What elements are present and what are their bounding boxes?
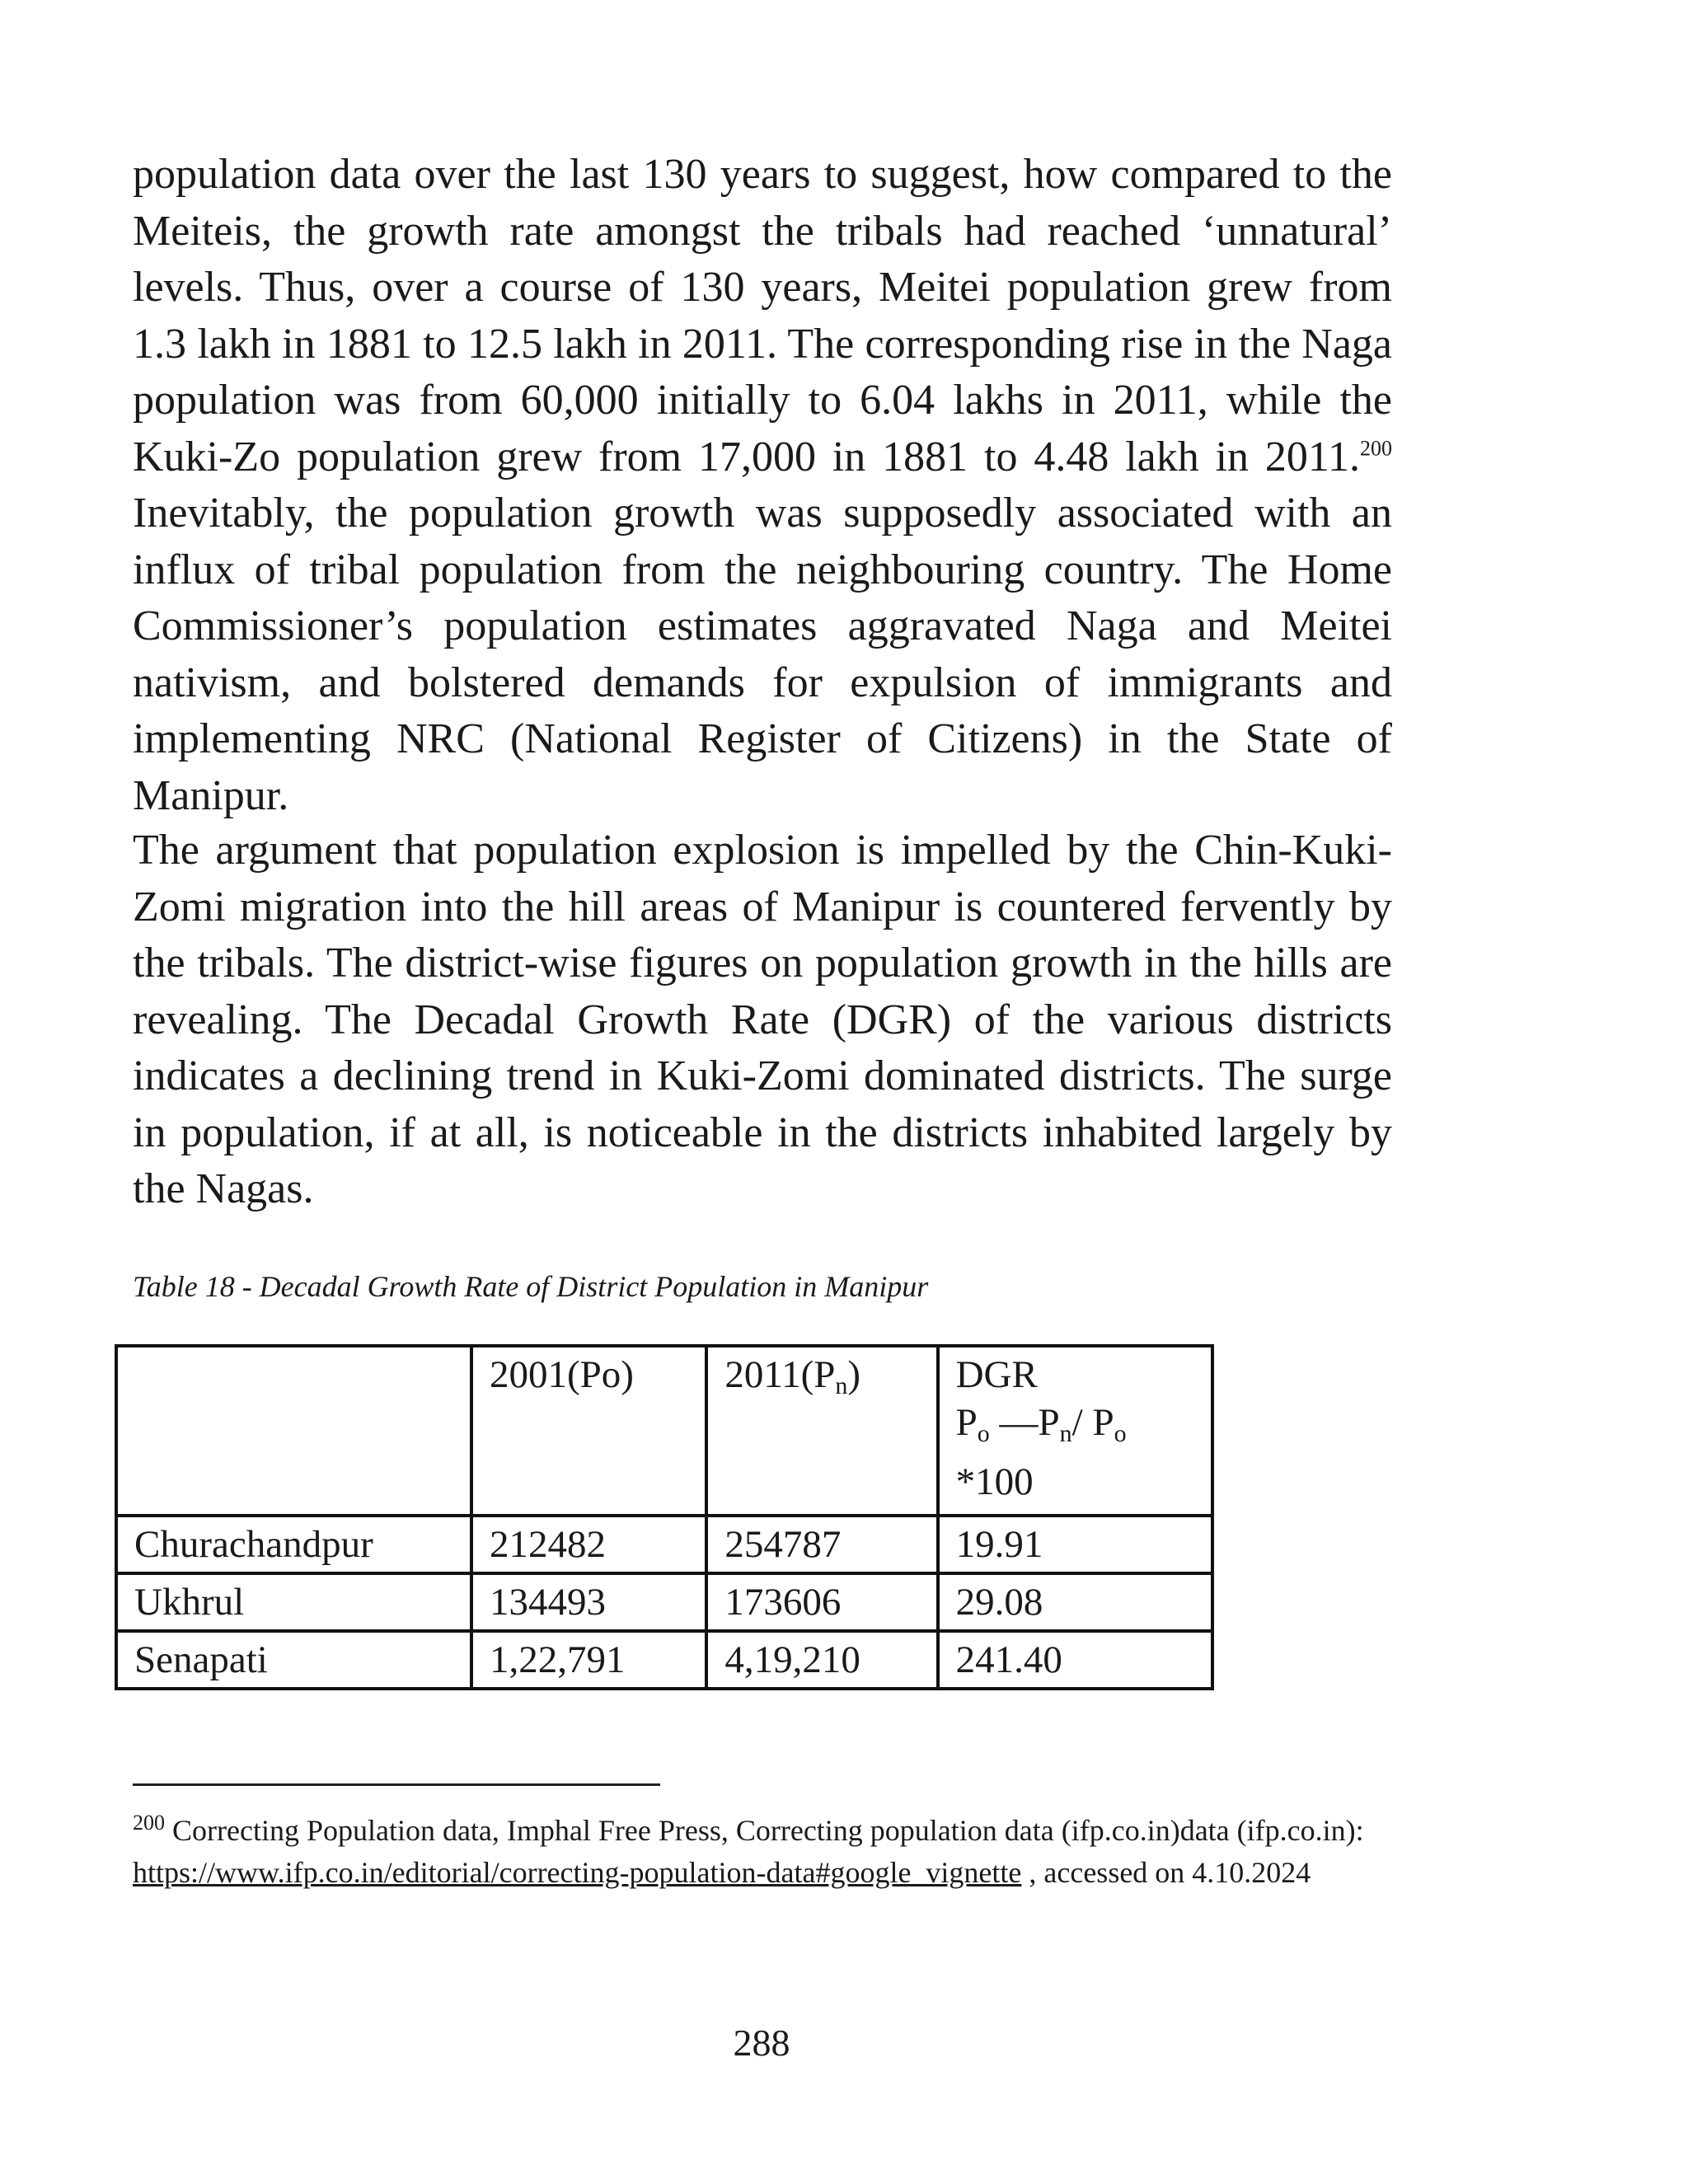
formula-p: P	[955, 1401, 978, 1444]
header-2011-subscript: n	[835, 1372, 848, 1399]
formula-sub-n: n	[1059, 1420, 1072, 1447]
table-header-row	[116, 1346, 1212, 1516]
footnote-number: 200	[133, 1811, 165, 1835]
table-row	[116, 1573, 1212, 1631]
table-caption: Table 18 - Decadal Growth Rate of District Population in Manipur	[133, 1270, 929, 1303]
footnote-link[interactable]: https://www.ifp.co.in/editorial/correcting-population-data#google_vignette	[133, 1856, 1022, 1889]
header-2011-base: 2011(P	[724, 1353, 836, 1396]
paragraph-1-continuation: Inevitably, the population growth was supposedly associated with an influx of tribal population from the neighbouring country. The Home Commissioner’s population estimates aggravated Naga and Meitei nativism, and bolstered demands for expulsion of immigrants and implementing NRC (National Register of Citizens) in the State of Manipur.	[133, 490, 1392, 819]
header-dgr	[938, 1346, 1212, 1516]
header-2011-close: )	[847, 1353, 861, 1396]
body-paragraph-2: The argument that population explosion is impelled by the Chin-Kuki-Zomi migration into the hill areas of Manipur is countered fervently by the tribals. The district-wise figures on population growth in the hills are revealing. The Decadal Growth Rate (DGR) of the various districts indicates a declining trend in Kuki-Zomi dominated districts. The surge in population, if at all, is noticeable in the districts inhabited largely by the Nagas.	[133, 827, 1392, 1212]
formula-sub-o: o	[977, 1420, 990, 1447]
population-2001-cell: 134493	[471, 1573, 706, 1631]
footnote-divider	[133, 1783, 660, 1786]
population-2011-cell: 4,19,210	[706, 1631, 937, 1689]
footnote-text: Correcting Population data, Imphal Free Press, Correcting population data (ifp.co.in)data (ifp.co.in):	[165, 1814, 1364, 1847]
header-blank-cell	[116, 1346, 471, 1516]
page-number: 288	[733, 2022, 790, 2064]
district-cell: Senapati	[116, 1631, 471, 1689]
dgr-cell: 241.40	[938, 1631, 1212, 1689]
population-2001-cell: 1,22,791	[471, 1631, 706, 1689]
footnote-suffix: , accessed on 4.10.2024	[1021, 1856, 1311, 1889]
paragraph-1-text: population data over the last 130 years to suggest, how compared to the Meiteis, the growth rate amongst the tribals had reached ‘unnatural’ levels. Thus, over a course of 130 years, Meitei population grew from 1.3 lakh in 1881 to 12.5 lakh in 2011. The corresponding rise in the Naga population was from 60,000 initially to 6.04 lakhs in 2011, while the Kuki-Zo population grew from 17,000 in 1881 to 4.48 lakh in 2011.	[133, 151, 1392, 480]
header-dgr-label: DGR	[955, 1353, 1038, 1396]
population-2011-cell: 173606	[706, 1573, 937, 1631]
district-cell: Churachandpur	[116, 1516, 471, 1573]
header-2001: 2001(Po)	[471, 1346, 706, 1516]
population-2001-cell: 212482	[471, 1516, 706, 1573]
table-row	[116, 1631, 1212, 1689]
header-2011	[706, 1346, 937, 1516]
table-row	[116, 1516, 1212, 1573]
growth-rate-table	[115, 1344, 1214, 1690]
dgr-cell: 29.08	[938, 1573, 1212, 1631]
dgr-cell: 19.91	[938, 1516, 1212, 1573]
population-2011-cell: 254787	[706, 1516, 937, 1573]
header-dgr-formula	[956, 1399, 1194, 1458]
formula-divide-p: / P	[1071, 1401, 1114, 1444]
formula-minus-p: —P	[989, 1401, 1060, 1444]
footnote	[133, 1810, 1392, 1894]
footnote-reference[interactable]: 200	[1360, 436, 1392, 461]
formula-sub-o-2: o	[1114, 1420, 1127, 1447]
district-cell: Ukhrul	[116, 1573, 471, 1631]
body-paragraph-1	[133, 147, 1392, 824]
header-dgr-multiplier: *100	[955, 1460, 1034, 1503]
